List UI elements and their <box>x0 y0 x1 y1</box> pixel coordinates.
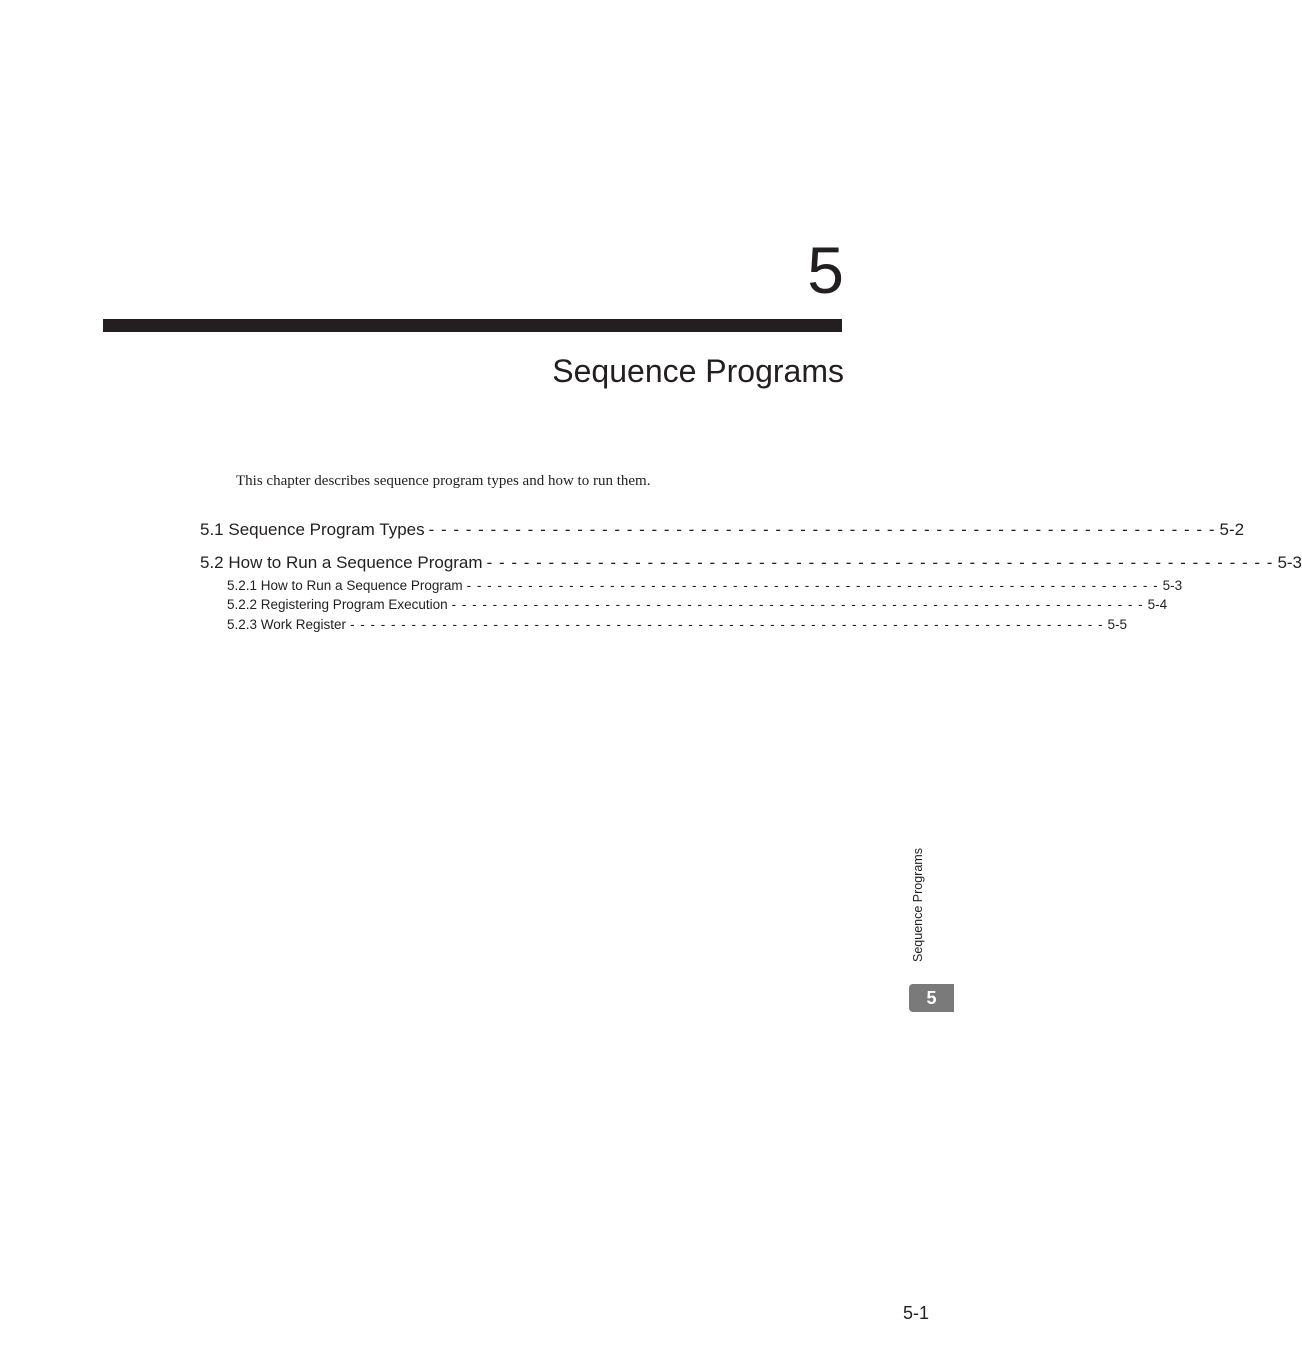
toc-entry-page: 5-3 <box>1162 578 1183 593</box>
toc-entry-5-2[interactable] <box>200 552 1302 574</box>
toc-leader: - - - - - - - - - - - - - - - - - - - - - - - - - - - - - - - - - - - - - - - - - - - - - - - - - - - - - - - - - - - - - - - - - - - - <box>466 578 1159 593</box>
toc-entry-page: 5-3 <box>1277 553 1302 572</box>
toc-entry-page: 5-2 <box>1219 520 1245 539</box>
toc-leader: - - - - - - - - - - - - - - - - - - - - - - - - - - - - - - - - - - - - - - - - - - - - - - - - - - - - - - - - - - - - - - - - - - - - - - - - - - <box>350 617 1104 632</box>
toc-entry-label: 5.2.2 Registering Program Execution <box>227 597 448 612</box>
toc-entry-5-1[interactable] <box>200 519 1245 541</box>
toc-entry-5-2-3[interactable] <box>227 616 1128 634</box>
toc-entry-label: 5.2.3 Work Register <box>227 617 347 632</box>
side-tab-label: Sequence Programs <box>911 848 925 962</box>
toc-entry-label: 5.1 Sequence Program Types <box>200 520 425 539</box>
toc-leader: - - - - - - - - - - - - - - - - - - - - - - - - - - - - - - - - - - - - - - - - - - - - - - - - - - - - - - - - - - - - - - - - <box>486 553 1274 572</box>
toc-entry-page: 5-4 <box>1147 597 1168 612</box>
toc-entry-label: 5.2 How to Run a Sequence Program <box>200 553 483 572</box>
chapter-divider <box>103 319 842 332</box>
chapter-tab: 5 <box>909 984 954 1012</box>
chapter-intro: This chapter describes sequence program types and how to run them. <box>236 473 651 489</box>
toc-leader: - - - - - - - - - - - - - - - - - - - - - - - - - - - - - - - - - - - - - - - - - - - - - - - - - - - - - - - - - - - - - - - - <box>428 520 1216 539</box>
toc-entry-5-2-1[interactable] <box>227 577 1183 595</box>
toc-entry-label: 5.2.1 How to Run a Sequence Program <box>227 578 463 593</box>
chapter-title: Sequence Programs <box>552 353 844 389</box>
toc-entry-5-2-2[interactable] <box>227 596 1168 614</box>
toc-entry-page: 5-5 <box>1107 617 1128 632</box>
chapter-number: 5 <box>807 233 844 307</box>
page-number: 5-1 <box>902 1303 929 1323</box>
toc-leader: - - - - - - - - - - - - - - - - - - - - - - - - - - - - - - - - - - - - - - - - - - - - - - - - - - - - - - - - - - - - - - - - - - - - <box>451 597 1144 612</box>
